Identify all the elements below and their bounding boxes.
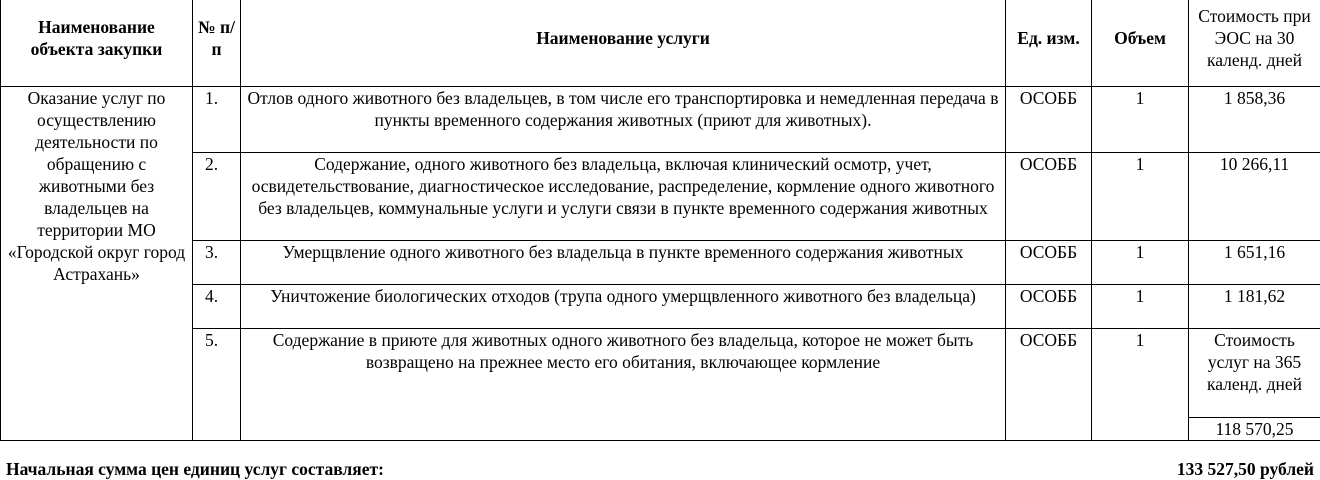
header-num: № п/п	[193, 0, 241, 87]
volume-cell: 1	[1092, 87, 1189, 153]
header-volume: Объем	[1092, 0, 1189, 87]
table-row	[1, 285, 1320, 329]
table-row	[1, 329, 1320, 441]
header-service: Наименование услуги	[241, 0, 1006, 87]
cost-cell: 1 651,16	[1189, 241, 1320, 285]
cost-cell: 10 266,11	[1189, 153, 1320, 241]
cost-note: Стоимость услуг на 365 календ. дней	[1189, 329, 1320, 417]
cost-cell-split	[1189, 329, 1320, 441]
cost-cell: 1 858,36	[1189, 87, 1320, 153]
unit-cell: ОСОББ	[1006, 285, 1092, 329]
table-row	[1, 87, 1320, 153]
cost-value: 118 570,25	[1189, 417, 1320, 440]
volume-cell: 1	[1092, 241, 1189, 285]
service-name: Содержание в приюте для животных одного животного без владельца, которое не может быть возвращено на прежнее место его обитания, включающее кормление	[241, 329, 1006, 441]
row-number: 1.	[193, 87, 241, 153]
header-cost: Стоимость при ЭОС на 30 календ. дней	[1189, 0, 1320, 87]
total-value: 133 527,50 рублей	[1177, 458, 1314, 480]
row-number: 3.	[193, 241, 241, 285]
table-row	[1, 153, 1320, 241]
cost-cell: 1 181,62	[1189, 285, 1320, 329]
unit-cell: ОСОББ	[1006, 329, 1092, 441]
service-name: Содержание, одного животного без владельца, включая клинический осмотр, учет, освидетельствование, диагностическое исследование, распределение, кормление одного животного без владельцев, коммунальные услуги и услуги связи в пункте временного содержания животных	[241, 153, 1006, 241]
total-label: Начальная сумма цен единиц услуг составляет:	[6, 458, 384, 480]
header-object: Наименование объекта закупки	[1, 0, 193, 87]
unit-cell: ОСОББ	[1006, 241, 1092, 285]
header-row	[1, 0, 1320, 87]
volume-cell: 1	[1092, 329, 1189, 441]
volume-cell: 1	[1092, 153, 1189, 241]
unit-cell: ОСОББ	[1006, 87, 1092, 153]
header-unit: Ед. изм.	[1006, 0, 1092, 87]
row-number: 5.	[193, 329, 241, 441]
unit-cell: ОСОББ	[1006, 153, 1092, 241]
object-name-cell: Оказание услуг по осуществлению деятельности по обращению с животными без владельцев на территории МО «Городской округ город Астрахань»	[1, 87, 193, 441]
table-row	[1, 241, 1320, 285]
service-name: Отлов одного животного без владельцев, в том числе его транспортировка и немедленная передача в пункты временного содержания животных (приют для животных).	[241, 87, 1006, 153]
row-number: 4.	[193, 285, 241, 329]
service-name: Уничтожение биологических отходов (трупа одного умерщвленного животного без владельца)	[241, 285, 1006, 329]
service-name: Умерщвление одного животного без владельца в пункте временного содержания животных	[241, 241, 1006, 285]
row-number: 2.	[193, 153, 241, 241]
volume-cell: 1	[1092, 285, 1189, 329]
